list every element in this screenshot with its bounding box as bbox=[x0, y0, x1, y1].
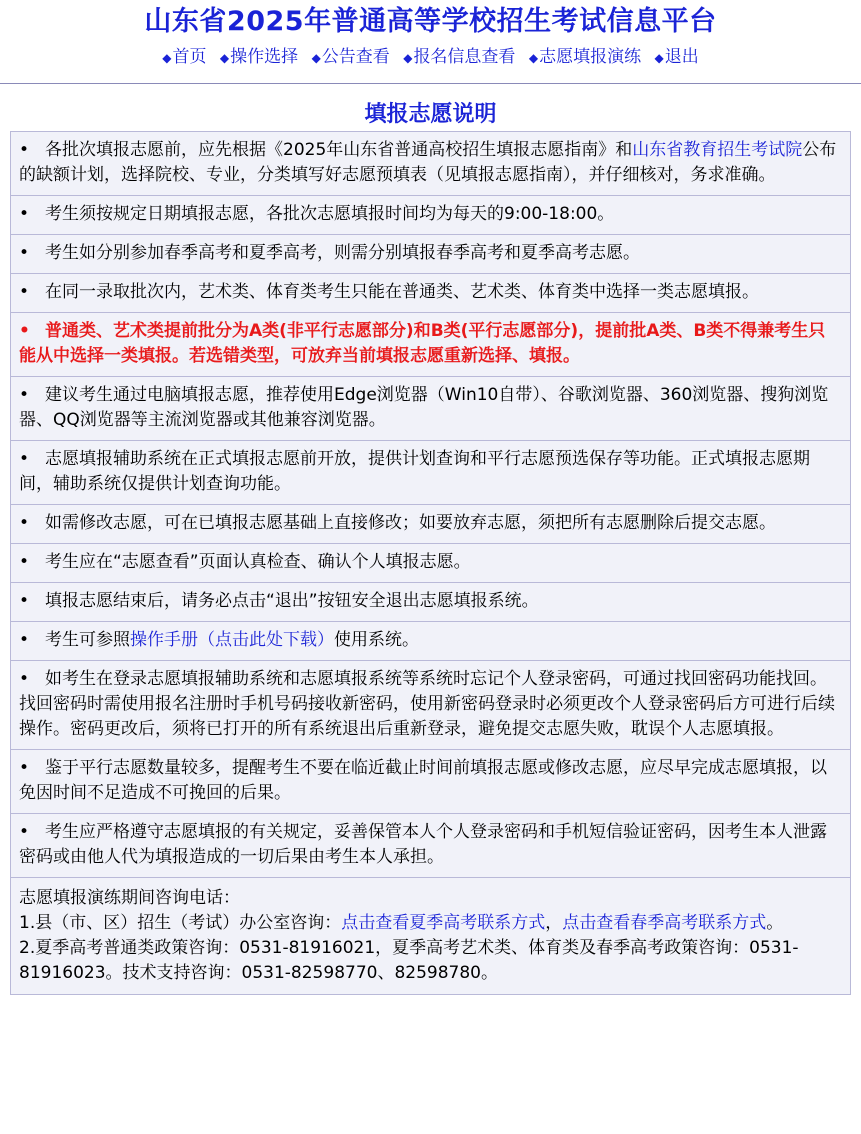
nav-logout-label: 退出 bbox=[664, 47, 699, 67]
instructions-panel bbox=[10, 131, 851, 995]
contact-line-2: 2.夏季高考普通类政策咨询：0531-81916021，夏季高考艺术类、体育类及春季高考政策咨询：0531-81916023。技术支持咨询：0531-82598770、82598780。 bbox=[19, 938, 799, 983]
bullet-icon: • bbox=[19, 204, 30, 224]
manual-download-link[interactable]: 操作手册（点击此处下载） bbox=[130, 630, 334, 650]
bullet-icon: • bbox=[19, 385, 30, 405]
list-item bbox=[11, 814, 850, 878]
bullet-icon: • bbox=[19, 243, 30, 263]
site-header bbox=[0, 0, 861, 83]
diamond-icon: ◆ bbox=[403, 51, 413, 65]
list-item bbox=[11, 377, 850, 441]
summer-exam-contact-link[interactable]: 点击查看夏季高考联系方式 bbox=[341, 913, 546, 933]
bullet-icon: • bbox=[19, 669, 30, 689]
nav-home[interactable] bbox=[162, 47, 206, 67]
top-nav bbox=[0, 44, 861, 71]
item-text: 鉴于平行志愿数量较多，提醒考生不要在临近截止时间前填报志愿或修改志愿，应尽早完成志愿填报，以免因时间不足造成不可挽回的后果。 bbox=[19, 758, 827, 803]
item-text: 普通类、艺术类提前批分为A类(非平行志愿部分)和B类(平行志愿部分)，提前批A类、B类不得兼考生只能从中选择一类填报。若选错类型，可放弃当前填报志愿重新选择、填报。 bbox=[19, 321, 826, 366]
exam-authority-link[interactable]: 山东省教育招生考试院 bbox=[632, 140, 803, 160]
bullet-icon: • bbox=[19, 591, 30, 611]
item-text: 在同一录取批次内，艺术类、体育类考生只能在普通类、艺术类、体育类中选择一类志愿填报。 bbox=[45, 282, 759, 302]
item-text: 填报志愿结束后，请务必点击“退出”按钮安全退出志愿填报系统。 bbox=[45, 591, 539, 611]
item-text: 公布的缺额计划，选择院校、专业，分类填写好志愿预填表（见填报志愿指南），并仔细核对，务求准确。 bbox=[19, 140, 837, 185]
nav-volunteer-practice-label: 志愿填报演练 bbox=[539, 47, 642, 67]
contact-info bbox=[11, 878, 850, 994]
site-title: 山东省2025年普通高等学校招生考试信息平台 bbox=[144, 6, 717, 37]
item-text: 各批次填报志愿前，应先根据《2025年山东省普通高校招生填报志愿指南》和 bbox=[45, 140, 633, 160]
list-item bbox=[11, 622, 850, 661]
nav-registration-info[interactable] bbox=[403, 47, 515, 67]
list-item-warning bbox=[11, 313, 850, 377]
nav-home-label: 首页 bbox=[172, 47, 207, 67]
list-item bbox=[11, 235, 850, 274]
contact-heading: 志愿填报演练期间咨询电话： bbox=[19, 888, 240, 908]
item-text: 考生须按规定日期填报志愿，各批次志愿填报时间均为每天的9:00-18:00。 bbox=[45, 204, 615, 224]
bullet-icon: • bbox=[19, 513, 30, 533]
nav-announcements-label: 公告查看 bbox=[321, 47, 390, 67]
contact-line-1-end: 。 bbox=[766, 913, 784, 933]
item-text: 志愿填报辅助系统在正式填报志愿前开放，提供计划查询和平行志愿预选保存等功能。正式填报志愿期间，辅助系统仅提供计划查询功能。 bbox=[19, 449, 810, 494]
nav-volunteer-practice[interactable] bbox=[529, 47, 641, 67]
list-item bbox=[11, 196, 850, 235]
section-title: 填报志愿说明 bbox=[364, 102, 497, 127]
bullet-icon: • bbox=[19, 552, 30, 572]
nav-operation-select-label: 操作选择 bbox=[230, 47, 299, 67]
bullet-icon: • bbox=[19, 321, 30, 341]
header-divider bbox=[0, 83, 861, 84]
diamond-icon: ◆ bbox=[162, 51, 172, 65]
item-text: 使用系统。 bbox=[334, 630, 419, 650]
bullet-icon: • bbox=[19, 282, 30, 302]
list-item bbox=[11, 505, 850, 544]
item-text: 如考生在登录志愿填报辅助系统和志愿填报系统等系统时忘记个人登录密码，可通过找回密码功能找回。找回密码时需使用报名注册时手机号码接收新密码，使用新密码登录时必须更改个人登录密码后方可进行后续操作。密码更改后，须将已打开的所有系统退出后重新登录，避免提交志愿失败，耽误个人志愿填报。 bbox=[19, 669, 835, 739]
list-item bbox=[11, 583, 850, 622]
contact-separator: ， bbox=[545, 913, 563, 933]
nav-operation-select[interactable] bbox=[220, 47, 298, 67]
nav-announcements[interactable] bbox=[312, 47, 390, 67]
nav-logout[interactable] bbox=[654, 47, 698, 67]
nav-registration-info-label: 报名信息查看 bbox=[413, 47, 516, 67]
bullet-icon: • bbox=[19, 630, 30, 650]
list-item bbox=[11, 661, 850, 750]
spring-exam-contact-link[interactable]: 点击查看春季高考联系方式 bbox=[562, 913, 767, 933]
list-item bbox=[11, 132, 850, 196]
item-text: 考生应在“志愿查看”页面认真检查、确认个人填报志愿。 bbox=[45, 552, 471, 572]
contact-line-1 bbox=[19, 911, 842, 936]
diamond-icon: ◆ bbox=[654, 51, 664, 65]
diamond-icon: ◆ bbox=[311, 51, 321, 65]
item-text: 如需修改志愿，可在已填报志愿基础上直接修改；如要放弃志愿，须把所有志愿删除后提交志愿。 bbox=[45, 513, 776, 533]
item-text: 考生应严格遵守志愿填报的有关规定，妥善保管本人个人登录密码和手机短信验证密码，因考生本人泄露密码或由他人代为填报造成的一切后果由考生本人承担。 bbox=[19, 822, 827, 867]
item-text: 考生可参照 bbox=[45, 630, 130, 650]
list-item bbox=[11, 750, 850, 814]
bullet-icon: • bbox=[19, 822, 30, 842]
bullet-icon: • bbox=[19, 758, 30, 778]
list-item bbox=[11, 544, 850, 583]
item-text: 考生如分别参加春季高考和夏季高考，则需分别填报春季高考和夏季高考志愿。 bbox=[45, 243, 640, 263]
bullet-icon: • bbox=[19, 449, 30, 469]
bullet-icon: • bbox=[19, 140, 30, 160]
item-text: 建议考生通过电脑填报志愿，推荐使用Edge浏览器（Win10自带）、谷歌浏览器、360浏览器、搜狗浏览器、QQ浏览器等主流浏览器或其他兼容浏览器。 bbox=[19, 385, 829, 430]
list-item bbox=[11, 441, 850, 505]
diamond-icon: ◆ bbox=[219, 51, 230, 65]
diamond-icon: ◆ bbox=[528, 51, 539, 65]
list-item bbox=[11, 274, 850, 313]
contact-line-1-prefix: 1.县（市、区）招生（考试）办公室咨询： bbox=[19, 913, 342, 933]
